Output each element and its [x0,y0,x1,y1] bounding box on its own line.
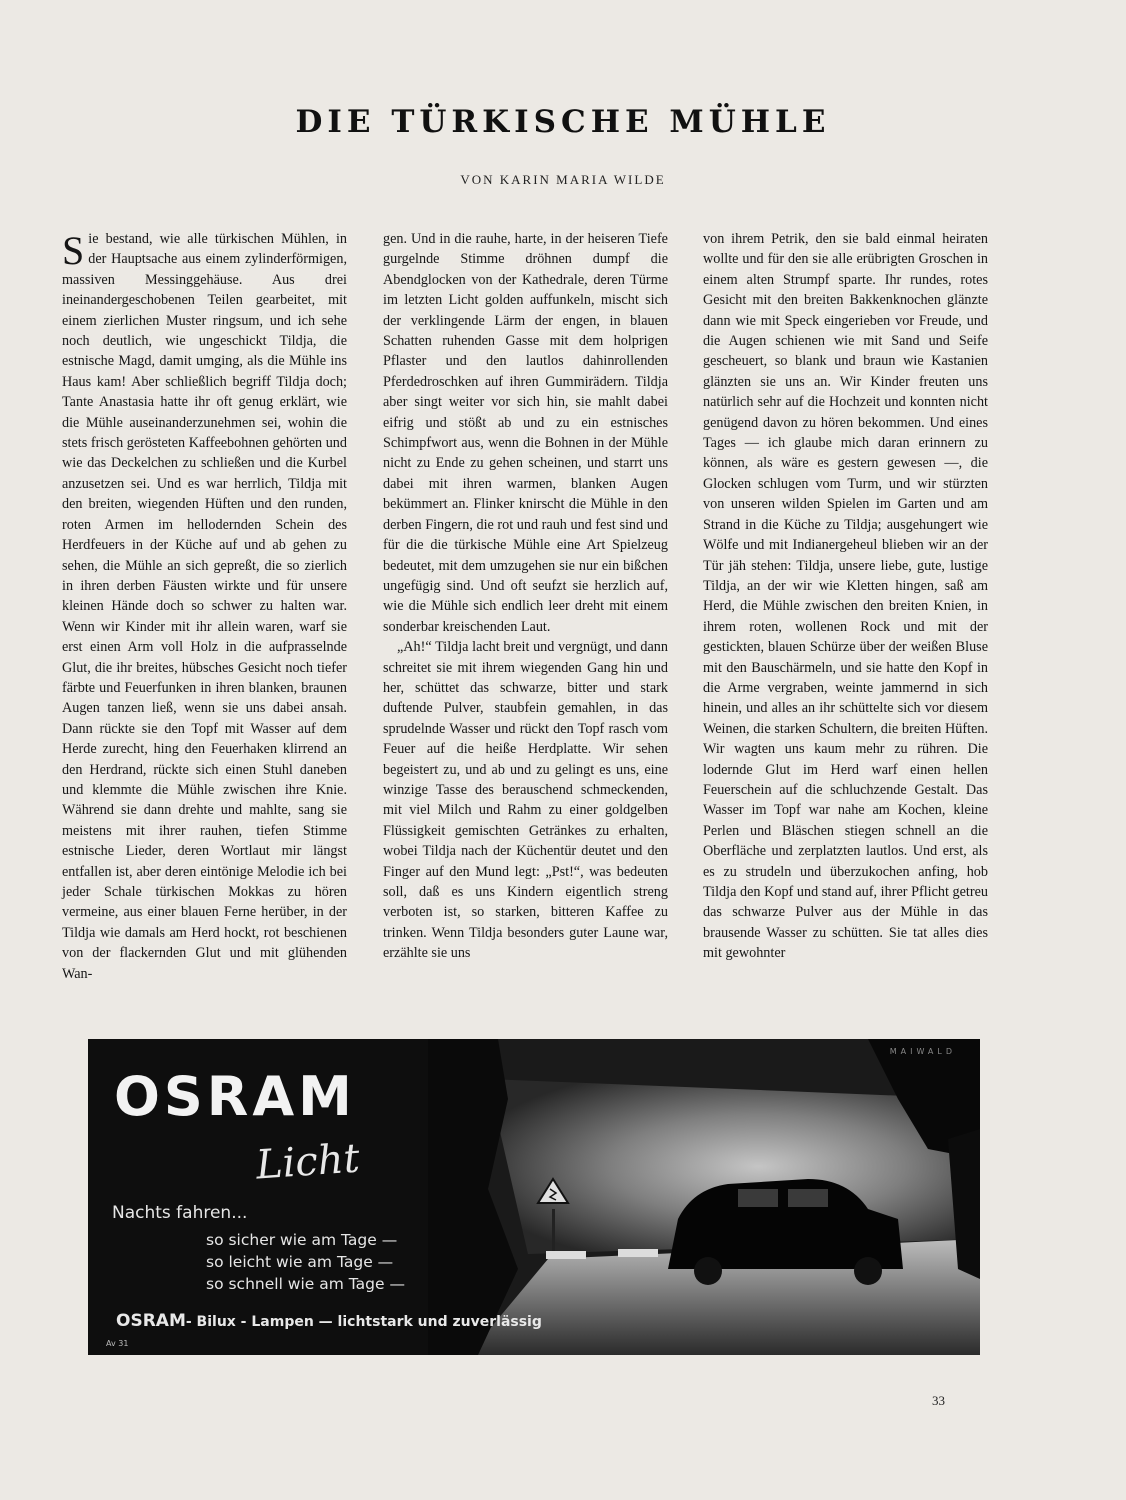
ad-code: Av 31 [106,1339,129,1348]
ad-copy-line: so sicher wie am Tage — [206,1231,398,1249]
paragraph: gen. Und in die rauhe, harte, in der heiseren Tiefe gurgelnde Stimme dröhnen dumpf die Abendglocken von der Kathedrale, deren Türme im letzten Licht golden auffunkeln, mischt sich der verklingende Lärm der engen, in blauen Schatten ruhenden Gasse mit dem holprigen Pflaster und den lautlos dahinrollenden Pferdedroschken auf ihren Gummirädern. Tildja aber singt weiter vor sich hin, sie mahlt dabei eifrig und stößt ab und zu ein estnisches Schimpfwort aus, wenn die Bohnen in der Mühle nicht zu Ende zu gehen scheinen, und starrt uns dabei mit ihren warmen, blanken Augen bekümmert an. Flinker knirscht die Mühle in den derben Fingern, die rot und rauh und fest sind und für die die türkische Mühle eine Art Spielzeug bedeutet, mit dem umzugehen sie nur ein bißchen ungefügig sind. Und oft seufzt sie herzlich auf, wie die Mühle sich endlich leer dreht mit einem sonderbar kreischenden Laut. [383,231,668,635]
osram-advertisement [88,1039,980,1355]
ad-headline: Nachts fahren... [112,1203,248,1223]
text-column-1 [62,229,347,984]
page-number: 33 [932,1393,945,1408]
text-column-3 [703,229,988,964]
tagline-text: - Bilux - Lampen — lichtstark und zuverlässig [185,1314,542,1330]
drop-cap: S [62,228,85,273]
paragraph-text: ie bestand, wie alle türkischen Mühlen, in der Hauptsache aus einem zylinderförmigen, massiven Messinggehäuse. Aus drei ineinandergeschobenen Teilen gearbeitet, mit einem zierlichen Muster ringsum, und ich sehe noch deutlich, wie ungeschickt Tildja, die estnische Magd, damit umging, als die Mühle ins Haus kam! Aber schließlich begriff Tildja doch; Tante Anastasia hatte ihr oft genug erklärt, wie die Mühle auseinanderzunehmen sei, wohin die stets frisch gerösteten Kaffeebohnen gehörten und wie das Deckelchen zu schließen und die Kurbel anzusetzen sei. Und es war herrlich, Tildja mit den breiten, wiegenden Hüften und den runden, roten Armen im hellodernden Schein des Herdfeuers in der Küche auf und ab gehen zu sehen, die Mühle an sich gepreßt, die so zierlich in ihren derben Fäusten wirkte und für unsere kleinen Hände doch so schwer zu halten war. Wenn wir Kinder mit ihr allein waren, warf sie erst einen Arm voll Holz in die aufprasselnde Glut, die ihr breites, hübsches Gesicht noch tiefer färbte und Feuerfunken in ihren blanken, braunen Augen tanzen ließ, wenn sie uns dabei ansah. Dann rückte sie den Topf mit Wasser auf dem Herde zurecht, hing den Feuerhaken klirrend an den Herdrand, rückte sich einen Stuhl daneben und klemmte die Mühle zwischen ihre Knie. Während sie dann drehte und mahlte, sang sie meistens mit ihrer rauhen, tiefen Stimme estnische Lieder, deren Wortlaut mir längst entfallen ist, aber deren eintönige Melodie ich bei jeder Schale türkischen Mokkas zu hören vermeine, aus einer blauen Ferne herüber, in der Tildja wie damals am Herd hockt, rot beschienen von der flackernden Glut und mit glühenden Wan- [62,231,347,982]
brand-logo: OSRAM [114,1065,356,1128]
tagline-brand: OSRAM [116,1311,186,1331]
paragraph: von ihrem Petrik, den sie bald einmal heiraten wollte und für den sie alle erübrigten Groschen in einem alten Strumpf sparte. Ihr rundes, rotes Gesicht mit den breiten Bakkenknochen glänzte dann wie mit Speck eingerieben vor Freude, und die Augen schienen wie mit Sand und Seife gescheuert, so blank und braun wie Kastanien glänzten sie uns an. Wir Kinder freuten uns natürlich sehr auf die Hochzeit und konnten nicht genügend davon zu hören bekommen. Und eines Tages — ich glaube mich daran erinnern zu können, als wäre es gestern gewesen —, die Glocken schlugen vom Turm, und wir stürzten von unseren wilden Spielen im Garten und am Strand in die Küche zu Tildja; ausgehungert wie Wölfe und mit Indianergeheul blieben wir an der Tür jäh stehen: Tildja, unsere liebe, gute, lustige Tildja, an der wir wie Kletten hingen, saß am Herd, die Mühle zwischen den breiten Knien, in ihrem roten, wollenen Rock und mit der gestickten, blauen Schürze über der weißen Bluse mit den Bauschärmeln, und sie hatte den Kopf in die Arme vergraben, weinte jammernd in sich hinein, und alles an ihr schüttelte sich vor diesem Weinen, die starken Schultern, die breiten Hüften. Wir wagten uns kaum mehr zu rühren. Die lodernde Glut im Herd warf einen hellen Feuerschein auf die schluchzende Gestalt. Das Wasser im Topf war nahe am Kochen, kleine Perlen und Bläschen stiegen schnell an die Oberfläche und zerplatzten lautlos. Und erst, als es zu strudeln und überzukochen anfing, hob Tildja den Kopf und stand auf, ihrer Pflicht getreu das schwarze Pulver aus der Mühle in das brausende Wasser zu schütten. Sie tat alles dies mit gewohnter [703,231,988,962]
text-column-2 [383,229,668,964]
article-author: VON KARIN MARIA WILDE [460,172,666,187]
ad-tagline [116,1311,542,1331]
artist-signature: MAIWALD [889,1047,956,1056]
paragraph: „Ah!“ Tildja lacht breit und vergnügt, und dann schreitet sie mit ihrem wiegenden Gang hin und her, schüttet das schwarze, bitter und stark duftende Pulver, staubfein gemahlen, in das sprudelnde Wasser und rückt den Topf rasch vom Feuer auf die heiße Herdplatte. Wir sehen begeistert zu, und ab und zu gelingt es uns, eine winzige Tasse des berauschend schmeckenden, mit viel Milch und Rahm zu einer goldgelben Flüssigkeit gemischten Getränkes zu erhalten, wobei Tildja nach der Küchentür deutet und den Finger auf den Mund legt: „Pst!“, was bedeuten soll, daß es uns Kindern eigentlich streng verboten ist, so starken, bitteren Kaffee zu trinken. Wenn Tildja besonders guter Laune war, erzählte sie uns [383,639,668,962]
ad-copy-line: so leicht wie am Tage — [206,1253,394,1271]
night-road-illustration [428,1039,980,1355]
ad-copy-line: so schnell wie am Tage — [206,1275,405,1293]
ad-copy [206,1229,405,1295]
brand-script: Licht [254,1135,362,1189]
paragraph [62,229,347,984]
article-title: DIE TÜRKISCHE MÜHLE [295,104,831,140]
sign-post [552,1209,555,1257]
